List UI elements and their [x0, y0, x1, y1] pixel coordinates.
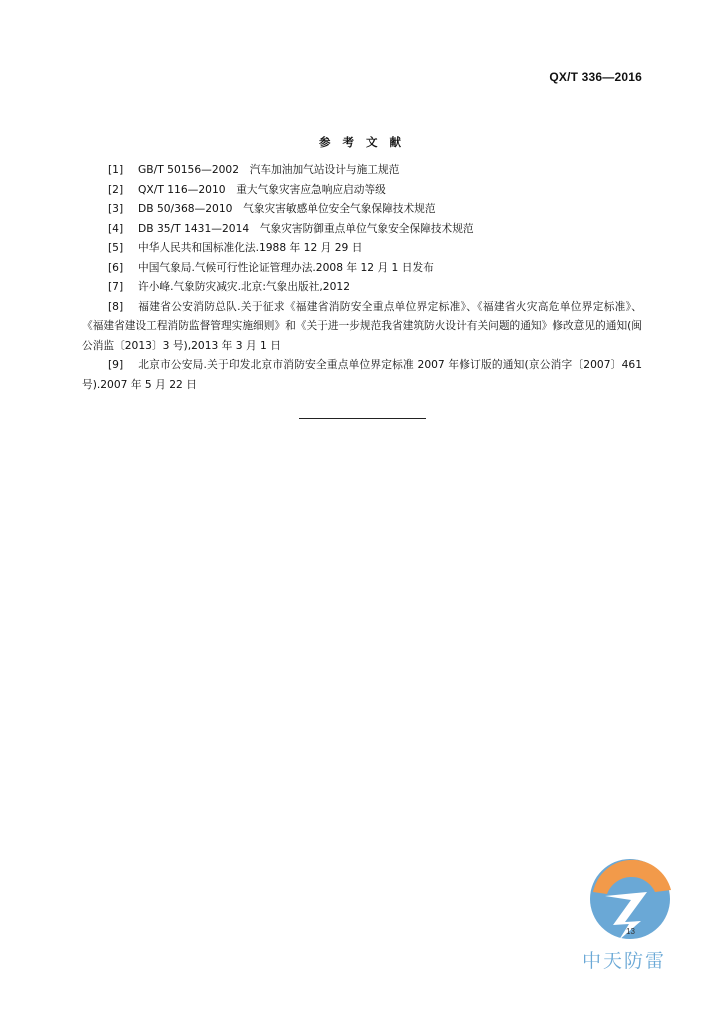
reference-item: [82, 277, 642, 297]
reference-item: [82, 199, 642, 219]
reference-text: GB/T 50156—2002 汽车加油加气站设计与施工规范: [138, 163, 400, 176]
reference-number: [2]: [108, 182, 124, 196]
reference-number: [4]: [108, 221, 124, 235]
reference-item: [82, 297, 642, 356]
reference-text: 福建省公安消防总队.关于征求《福建省消防安全重点单位界定标准》、《福建省火灾高危单位界定标准》、《福建省建设工程消防监督管理实施细则》和《关于进一步规范我省建筑防火设计有关问题的通知》修改意见的通知(闽公消监〔2013〕3 号),2013 年 3 月 1 日: [82, 299, 642, 352]
reference-item: [82, 238, 642, 258]
reference-number: [3]: [108, 202, 124, 215]
reference-number: [9]: [108, 358, 124, 371]
reference-number: [5]: [108, 241, 124, 254]
reference-item: [82, 258, 642, 278]
reference-text: DB 50/368—2010 气象灾害敏感单位安全气象保障技术规范: [138, 202, 436, 215]
reference-text: DB 35/T 1431—2014 气象灾害防御重点单位气象安全保障技术规范: [138, 221, 474, 235]
reference-text: 中国气象局.气候可行性论证管理办法.2008 年 12 月 1 日发布: [138, 260, 434, 274]
page-number: 13: [626, 927, 635, 936]
reference-list: [82, 160, 642, 394]
reference-item: [82, 160, 642, 180]
watermark-text: 中天防雷: [582, 950, 667, 972]
reference-text: 中华人民共和国标准化法.1988 年 12 月 29 日: [138, 241, 363, 254]
reference-text: QX/T 116—2010 重大气象灾害应急响应启动等级: [138, 182, 386, 196]
reference-number: [8]: [108, 299, 124, 313]
reference-text: 北京市公安局.关于印发北京市消防安全重点单位界定标准 2007 年修订版的通知(京公消字〔2007〕461 号).2007 年 5 月 22 日: [82, 358, 642, 391]
reference-item: [82, 180, 642, 200]
reference-number: [7]: [108, 280, 124, 293]
reference-number: [6]: [108, 260, 124, 274]
reference-number: [1]: [108, 163, 124, 176]
standard-code: QX/T 336—2016: [549, 70, 642, 84]
reference-text: 许小峰.气象防灾减灾.北京:气象出版社,2012: [138, 280, 350, 293]
reference-item: [82, 355, 642, 394]
section-title: 参 考 文 献: [318, 135, 405, 149]
end-rule: [299, 418, 426, 419]
reference-item: [82, 219, 642, 239]
